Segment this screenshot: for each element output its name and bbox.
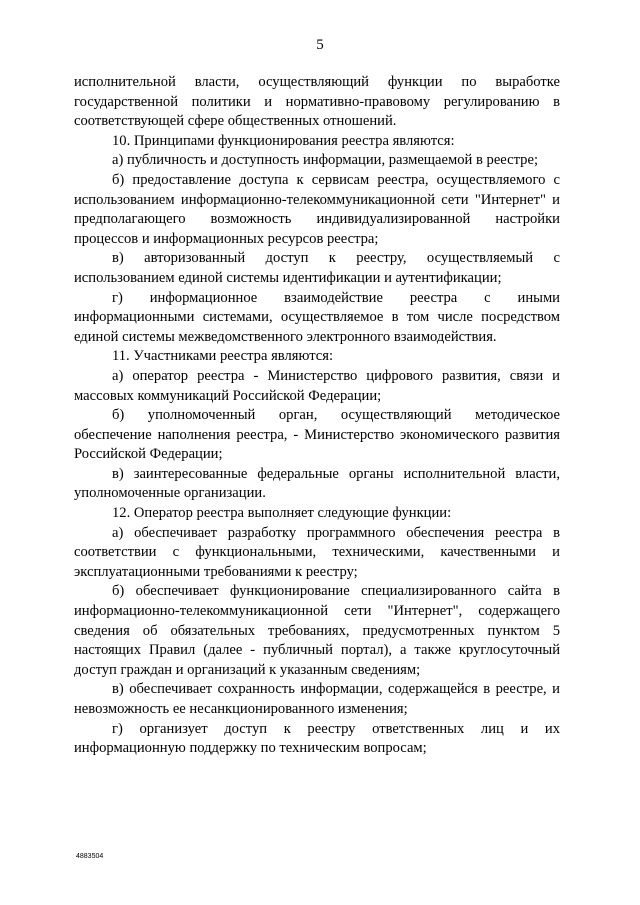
paragraph-12-v: в) обеспечивает сохранность информации, содержащейся в реестре, и невозможность ее несанкционированного изменения;	[74, 681, 560, 717]
paragraph-12-g: г) организует доступ к реестру ответственных лиц и их информационную поддержку по техническим вопросам;	[74, 720, 560, 757]
paragraph-11-a: а) оператор реестра - Министерство цифрового развития, связи и массовых коммуникаций Российской Федерации;	[74, 367, 560, 404]
paragraph-12-b: б) обеспечивает функционирование специализированного сайта в информационно-телекоммуникационной сети "Интернет", содержащего сведения об обязательных требованиях, предусмотренных пунктом 5 настоящих Правил (далее - публичный портал), а также круглосуточный доступ граждан и организаций к указанным сведениям;	[74, 583, 560, 678]
paragraph-item-12: 12. Оператор реестра выполняет следующие функции:	[112, 505, 452, 522]
page-number: 5	[316, 37, 324, 53]
paragraph-12-a: а) обеспечивает разработку программного обеспечения реестра в соответствии с функциональными, техническими, качественными и эксплуатационными требованиями к реестру;	[74, 524, 560, 580]
paragraph-10-g: г) информационное взаимодействие реестра с иными информационными системами, осуществляемое в том числе посредством единой системы межведомственного электронного взаимодействия.	[74, 289, 560, 345]
paragraph-item-11: 11. Участниками реестра являются:	[112, 348, 334, 365]
document-code: 4883504	[76, 853, 104, 860]
paragraph-11-b: б) уполномоченный орган, осуществляющий методическое обеспечение наполнения реестра, - Министерство экономического развития Российской Федерации;	[74, 407, 560, 463]
paragraph-10-v: в) авторизованный доступ к реестру, осуществляемый с использованием единой системы идентификации и аутентификации;	[74, 250, 560, 286]
document-body	[74, 73, 560, 759]
paragraph-continuation: исполнительной власти, осуществляющий функции по выработке государственной политики и нормативно-правовому регулированию в соответствующей сфере общественных отношений.	[74, 74, 560, 130]
paragraph-item-10: 10. Принципами функционирования реестра являются:	[112, 132, 455, 149]
paragraph-10-a: а) публичность и доступность информации, размещаемой в реестре;	[112, 152, 538, 169]
paragraph-11-v: в) заинтересованные федеральные органы исполнительной власти, уполномоченные организации.	[74, 465, 560, 502]
paragraph-10-b: б) предоставление доступа к сервисам реестра, осуществляемого с использованием информационно-телекоммуникационной сети "Интернет" и предполагающего возможность индивидуализированной настройки процессов и информационных ресурсов реестра;	[74, 171, 560, 247]
